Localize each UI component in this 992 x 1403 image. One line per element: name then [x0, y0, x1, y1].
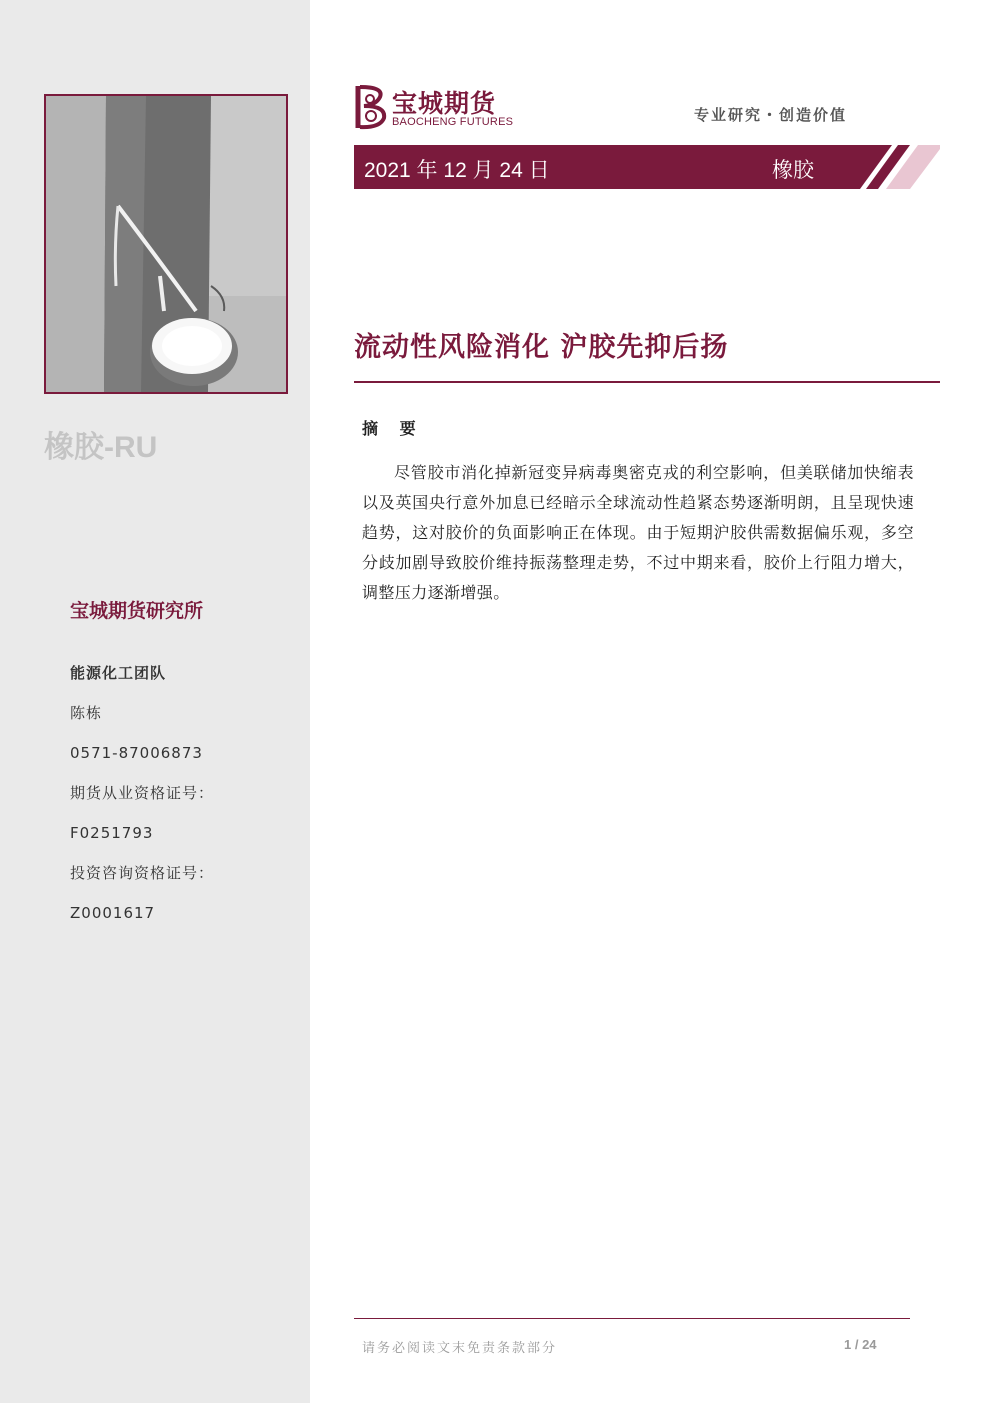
consult-cert-label: 投资咨询资格证号：: [70, 864, 215, 882]
footer-disclaimer: 请务必阅读文末免责条款部分: [362, 1341, 558, 1356]
institute-name: 宝城期货研究所: [70, 600, 204, 622]
cover-photo-rubber-tree: [44, 94, 288, 394]
report-date: 2021 年 12 月 24 日: [364, 159, 550, 182]
report-category: 橡胶: [772, 158, 814, 182]
footer-divider: [354, 1318, 910, 1319]
logo-b-icon: [354, 84, 388, 130]
abstract-text: 尽管胶市消化掉新冠变异病毒奥密克戎的利空影响，但美联储加快缩表以及英国央行意外加息已经暗示全球流动性趋紧态势逐渐明朗，且呈现快速趋势，这对胶价的负面影响正在体现。由于短期沪胶供需数据偏乐观，多空分歧加剧导致胶价维持振荡整理走势，不过中期来看，胶价上行阻力增大，调整压力逐渐增强。: [362, 463, 914, 602]
logo-english-name: BAOCHENG FUTURES: [392, 116, 514, 128]
date-banner: [354, 145, 940, 189]
abstract-heading: 摘 要: [362, 419, 424, 438]
title-divider: [354, 381, 940, 383]
futures-cert-label: 期货从业资格证号：: [70, 784, 215, 802]
analyst-phone: 0571-87006873: [70, 744, 203, 762]
team-name: 能源化工团队: [70, 664, 167, 682]
futures-cert-number: F0251793: [70, 824, 154, 842]
sidebar: [0, 0, 310, 1403]
company-logo: [354, 84, 524, 132]
analyst-name: 陈栋: [70, 704, 103, 722]
logo-chinese-name: 宝城期货: [392, 89, 497, 118]
consult-cert-number: Z0001617: [70, 904, 156, 922]
page-number: 1 / 24: [844, 1337, 877, 1352]
product-code: 橡胶-RU: [44, 431, 158, 464]
slogan: 专业研究・创造价值: [694, 106, 848, 124]
analyst-contact: [70, 662, 214, 942]
report-title: 流动性风险消化 沪胶先抑后扬: [354, 332, 729, 363]
